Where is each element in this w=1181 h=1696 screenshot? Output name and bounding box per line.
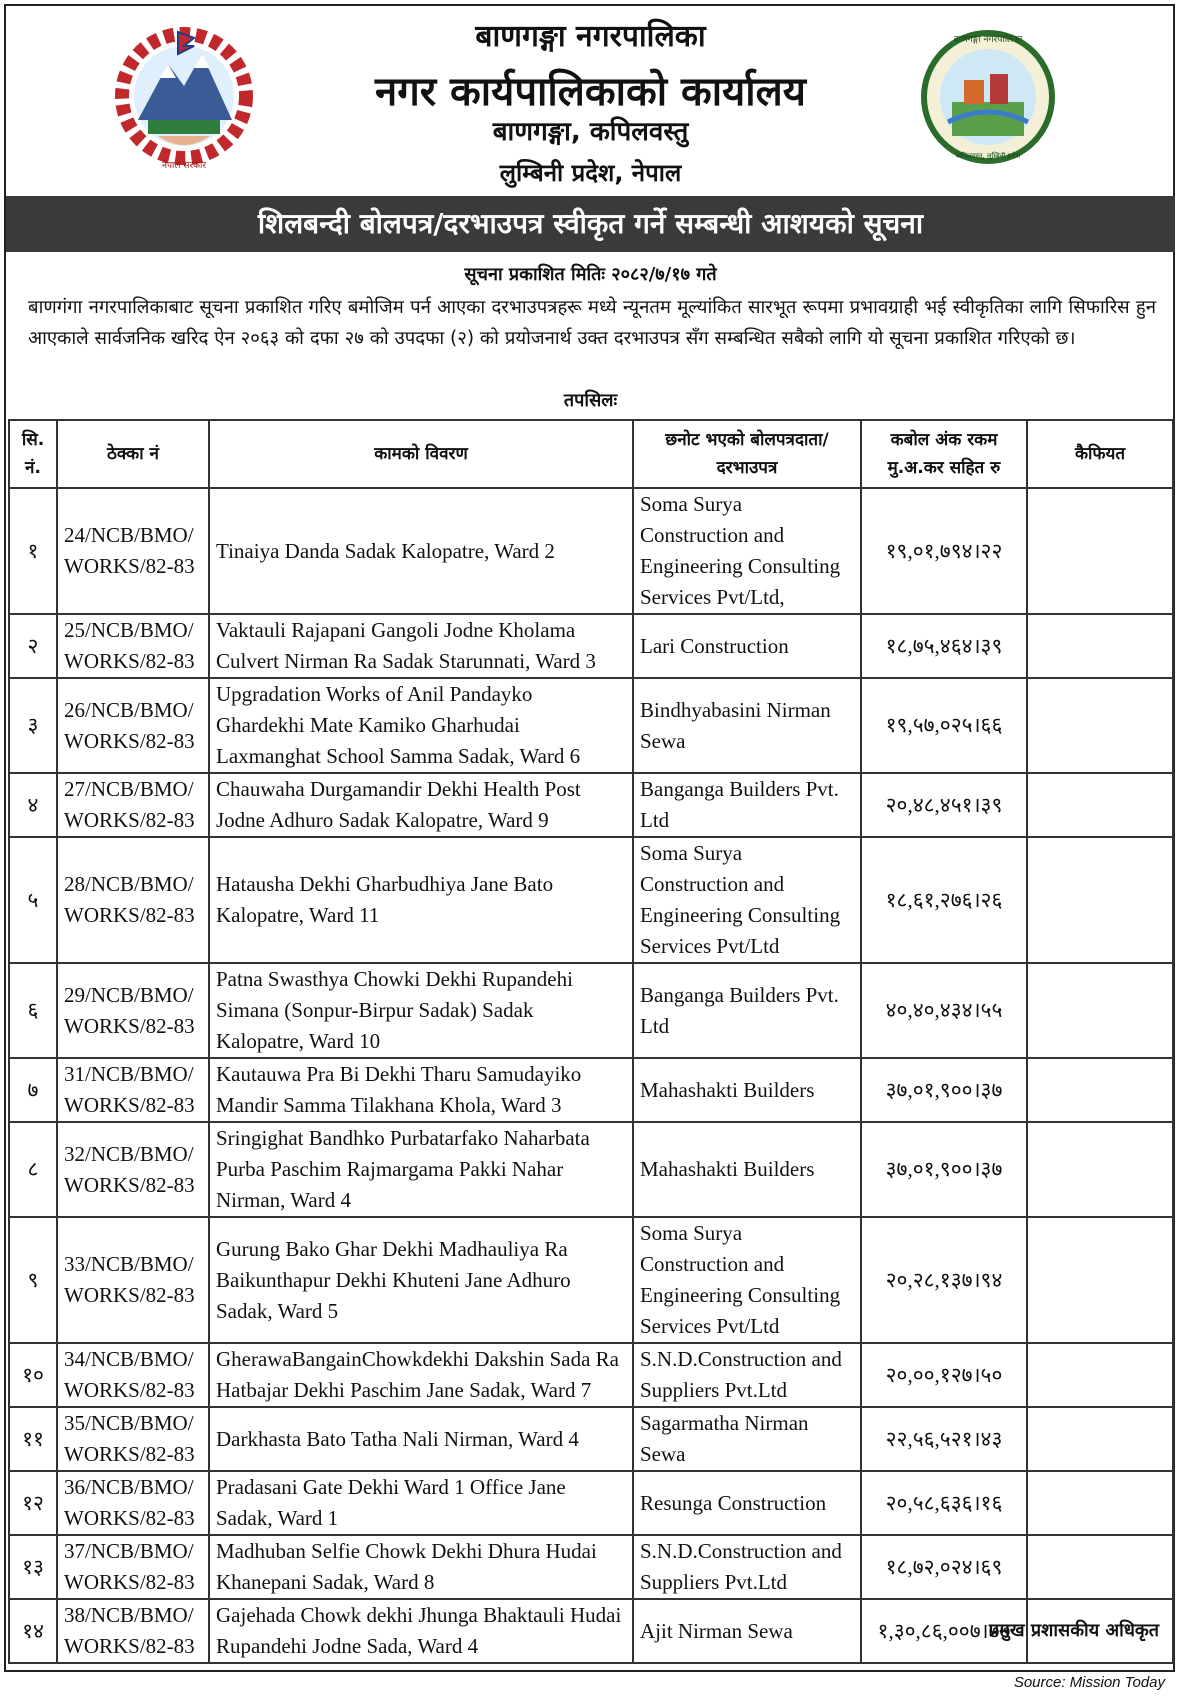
cell-remarks (1027, 1343, 1173, 1407)
cell-amount: २०,५८,६३६।१६ (861, 1471, 1027, 1535)
cell-remarks (1027, 1407, 1173, 1471)
cell-description: Pradasani Gate Dekhi Ward 1 Office Jane Sadak, Ward 1 (209, 1471, 633, 1535)
col-header-amount: कबोल अंक रकम मु.अ.कर सहित रु (861, 420, 1027, 488)
cell-description: Madhuban Selfie Chowk Dekhi Dhura Hudai Khanepani Sadak, Ward 8 (209, 1535, 633, 1599)
cell-description: Patna Swasthya Chowki Dekhi Rupandehi Simana (Sonpur-Birpur Sadak) Sadak Kalopatre, Ward 10 (209, 963, 633, 1058)
cell-amount: १८,६१,२७६।२६ (861, 837, 1027, 963)
cell-bidder: Resunga Construction (633, 1471, 861, 1535)
table-row (9, 1407, 1173, 1471)
table-row (9, 488, 1173, 614)
cell-description: Gurung Bako Ghar Dekhi Madhauliya Ra Baikunthapur Dekhi Khuteni Jane Adhuro Sadak, Ward 5 (209, 1217, 633, 1343)
cell-contract: 33/NCB/BMO/ WORKS/82-83 (57, 1217, 209, 1343)
notice-title-banner: शिलबन्दी बोलपत्र/दरभाउपत्र स्वीकृत गर्ने सम्बन्धी आशयको सूचना (6, 196, 1175, 252)
cell-bidder: Banganga Builders Pvt. Ltd (633, 773, 861, 837)
cell-bidder: Banganga Builders Pvt. Ltd (633, 963, 861, 1058)
col-header-description: कामको विवरण (209, 420, 633, 488)
left-emblem-motto: नेपाल सरकार (161, 161, 207, 171)
cell-contract: 26/NCB/BMO/ WORKS/82-83 (57, 678, 209, 773)
office-location: बाणगङ्गा, कपिलवस्तु (492, 117, 689, 147)
cell-remarks (1027, 1122, 1173, 1217)
cell-contract: 36/NCB/BMO/ WORKS/82-83 (57, 1471, 209, 1535)
cell-contract: 32/NCB/BMO/ WORKS/82-83 (57, 1122, 209, 1217)
publish-date: सूचना प्रकाशित मितिः २०८२/७/१७ गते (464, 264, 717, 285)
cell-bidder: Soma Surya Construction and Engineering Consulting Services Pvt/Ltd, (633, 488, 861, 614)
cell-remarks (1027, 1217, 1173, 1343)
cell-sn: १४ (9, 1599, 57, 1663)
cell-contract: 35/NCB/BMO/ WORKS/82-83 (57, 1407, 209, 1471)
table-header-row (9, 420, 1173, 488)
table-row (9, 963, 1173, 1058)
signatory: प्रमुख प्रशासकीय अधिकृत (988, 1620, 1159, 1641)
col-header-contract: ठेक्का नं (57, 420, 209, 488)
cell-amount: २०,४८,४५१।३९ (861, 773, 1027, 837)
col-header-remarks: कैफियत (1027, 420, 1173, 488)
table-row (9, 1122, 1173, 1217)
cell-contract: 38/NCB/BMO/ WORKS/82-83 (57, 1599, 209, 1663)
cell-amount: ३७,०१,९००।३७ (861, 1122, 1027, 1217)
cell-sn: ५ (9, 837, 57, 963)
cell-description: Gajehada Chowk dekhi Jhunga Bhaktauli Hudai Rupandehi Jodne Sada, Ward 4 (209, 1599, 633, 1663)
table-row (9, 837, 1173, 963)
cell-contract: 27/NCB/BMO/ WORKS/82-83 (57, 773, 209, 837)
cell-contract: 24/NCB/BMO/ WORKS/82-83 (57, 488, 209, 614)
cell-amount: १८,७५,४६४।३९ (861, 614, 1027, 678)
cell-sn: ८ (9, 1122, 57, 1217)
cell-remarks (1027, 963, 1173, 1058)
bid-table (8, 419, 1174, 1664)
table-row (9, 773, 1173, 837)
cell-sn: १ (9, 488, 57, 614)
col-header-bidder: छनोट भएको बोलपत्रदाता/दरभाउपत्र (633, 420, 861, 488)
municipality-name: बाणगङ्गा नगरपालिका (475, 19, 706, 54)
cell-sn: ३ (9, 678, 57, 773)
cell-remarks (1027, 1471, 1173, 1535)
cell-bidder: Ajit Nirman Sewa (633, 1599, 861, 1663)
cell-sn: ९ (9, 1217, 57, 1343)
cell-remarks (1027, 678, 1173, 773)
cell-remarks (1027, 488, 1173, 614)
cell-contract: 25/NCB/BMO/ WORKS/82-83 (57, 614, 209, 678)
cell-remarks (1027, 1058, 1173, 1122)
cell-bidder: Mahashakti Builders (633, 1122, 861, 1217)
cell-sn: १३ (9, 1535, 57, 1599)
cell-contract: 34/NCB/BMO/ WORKS/82-83 (57, 1343, 209, 1407)
cell-amount: २२,५६,५२१।४३ (861, 1407, 1027, 1471)
cell-contract: 37/NCB/BMO/ WORKS/82-83 (57, 1535, 209, 1599)
cell-description: Hatausha Dekhi Gharbudhiya Jane Bato Kalopatre, Ward 11 (209, 837, 633, 963)
cell-sn: २ (9, 614, 57, 678)
cell-bidder: Sagarmatha Nirman Sewa (633, 1407, 861, 1471)
cell-contract: 28/NCB/BMO/ WORKS/82-83 (57, 837, 209, 963)
cell-bidder: Bindhyabasini Nirman Sewa (633, 678, 861, 773)
cell-sn: ११ (9, 1407, 57, 1471)
cell-sn: ४ (9, 773, 57, 837)
cell-amount: १८,७२,०२४।६९ (861, 1535, 1027, 1599)
right-emblem-title: बाणगङ्गा नगरपालिका (953, 35, 1023, 45)
cell-amount: १९,५७,०२५।६६ (861, 678, 1027, 773)
table-row (9, 1343, 1173, 1407)
province-country: लुम्बिनी प्रदेश, नेपाल (499, 159, 682, 187)
cell-amount: २०,२८,१३७।९४ (861, 1217, 1027, 1343)
cell-remarks (1027, 614, 1173, 678)
source-credit: Source: Mission Today (1013, 1674, 1165, 1691)
table-row (9, 1471, 1173, 1535)
table-row (9, 1217, 1173, 1343)
cell-bidder: S.N.D.Construction and Suppliers Pvt.Ltd (633, 1535, 861, 1599)
cell-sn: १२ (9, 1471, 57, 1535)
office-name: नगर कार्यपालिकाको कार्यालय (375, 69, 806, 115)
cell-contract: 31/NCB/BMO/ WORKS/82-83 (57, 1058, 209, 1122)
cell-description: Darkhasta Bato Tatha Nali Nirman, Ward 4 (209, 1407, 633, 1471)
cell-contract: 29/NCB/BMO/ WORKS/82-83 (57, 963, 209, 1058)
cell-sn: ६ (9, 963, 57, 1058)
cell-description: Vaktauli Rajapani Gangoli Jodne Kholama Culvert Nirman Ra Sadak Starunnati, Ward 3 (209, 614, 633, 678)
cell-description: Chauwaha Durgamandir Dekhi Health Post Jodne Adhuro Sadak Kalopatre, Ward 9 (209, 773, 633, 837)
cell-amount: ४०,४०,४३४।५५ (861, 963, 1027, 1058)
cell-description: Upgradation Works of Anil Pandayko Ghardekhi Mate Kamiko Gharhudai Laxmanghat School Samma Sadak, Ward 6 (209, 678, 633, 773)
right-emblem-subtitle: कपिलवस्तु, लुम्बिनी प्रदेश (955, 152, 1021, 160)
cell-bidder: Lari Construction (633, 614, 861, 678)
cell-amount: ३७,०१,९००।३७ (861, 1058, 1027, 1122)
cell-remarks (1027, 837, 1173, 963)
cell-bidder: Soma Surya Construction and Engineering Consulting Services Pvt/Ltd (633, 837, 861, 963)
cell-sn: १० (9, 1343, 57, 1407)
table-row (9, 1535, 1173, 1599)
cell-bidder: Mahashakti Builders (633, 1058, 861, 1122)
cell-description: Kautauwa Pra Bi Dekhi Tharu Samudayiko Mandir Samma Tilakhana Khola, Ward 3 (209, 1058, 633, 1122)
table-row (9, 1058, 1173, 1122)
cell-sn: ७ (9, 1058, 57, 1122)
cell-amount: १९,०१,७९४।२२ (861, 488, 1027, 614)
cell-remarks (1027, 773, 1173, 837)
details-label: तपसिलः (563, 390, 618, 411)
cell-amount: २०,००,१२७।५० (861, 1343, 1027, 1407)
cell-amount: १,३०,८६,००७।७७ (861, 1599, 1027, 1663)
cell-bidder: S.N.D.Construction and Suppliers Pvt.Ltd (633, 1343, 861, 1407)
cell-description: GherawaBangainChowkdekhi Dakshin Sada Ra Hatbajar Dekhi Paschim Jane Sadak, Ward 7 (209, 1343, 633, 1407)
col-header-sn: सि. नं. (9, 420, 57, 488)
cell-bidder: Soma Surya Construction and Engineering Consulting Services Pvt/Ltd (633, 1217, 861, 1343)
cell-remarks (1027, 1535, 1173, 1599)
intro-paragraph: बाणगंगा नगरपालिकाबाट सूचना प्रकाशित गरिए बमोजिम पर्न आएका दरभाउपत्रहरू मध्ये न्यूनतम मूल्यांकित सारभूत रूपमा प्रभावग्राही भई स्वीकृतिका लागि सिफारिस हुन आएकाले सार्वजनिक खरिद ऐन २०६३ को दफा २७ को उपदफा (२) को प्रयोजनार्थ उक्त दरभाउपत्र सँग सम्बन्धित सबैको लागि यो सूचना प्रकाशित गरिएको छ। (28, 297, 1156, 349)
cell-description: Tinaiya Danda Sadak Kalopatre, Ward 2 (209, 488, 633, 614)
letterhead (6, 6, 1175, 196)
table-row (9, 678, 1173, 773)
table-row (9, 614, 1173, 678)
cell-description: Sringighat Bandhko Purbatarfako Naharbata Purba Paschim Rajmargama Pakki Nahar Nirman, Ward 4 (209, 1122, 633, 1217)
